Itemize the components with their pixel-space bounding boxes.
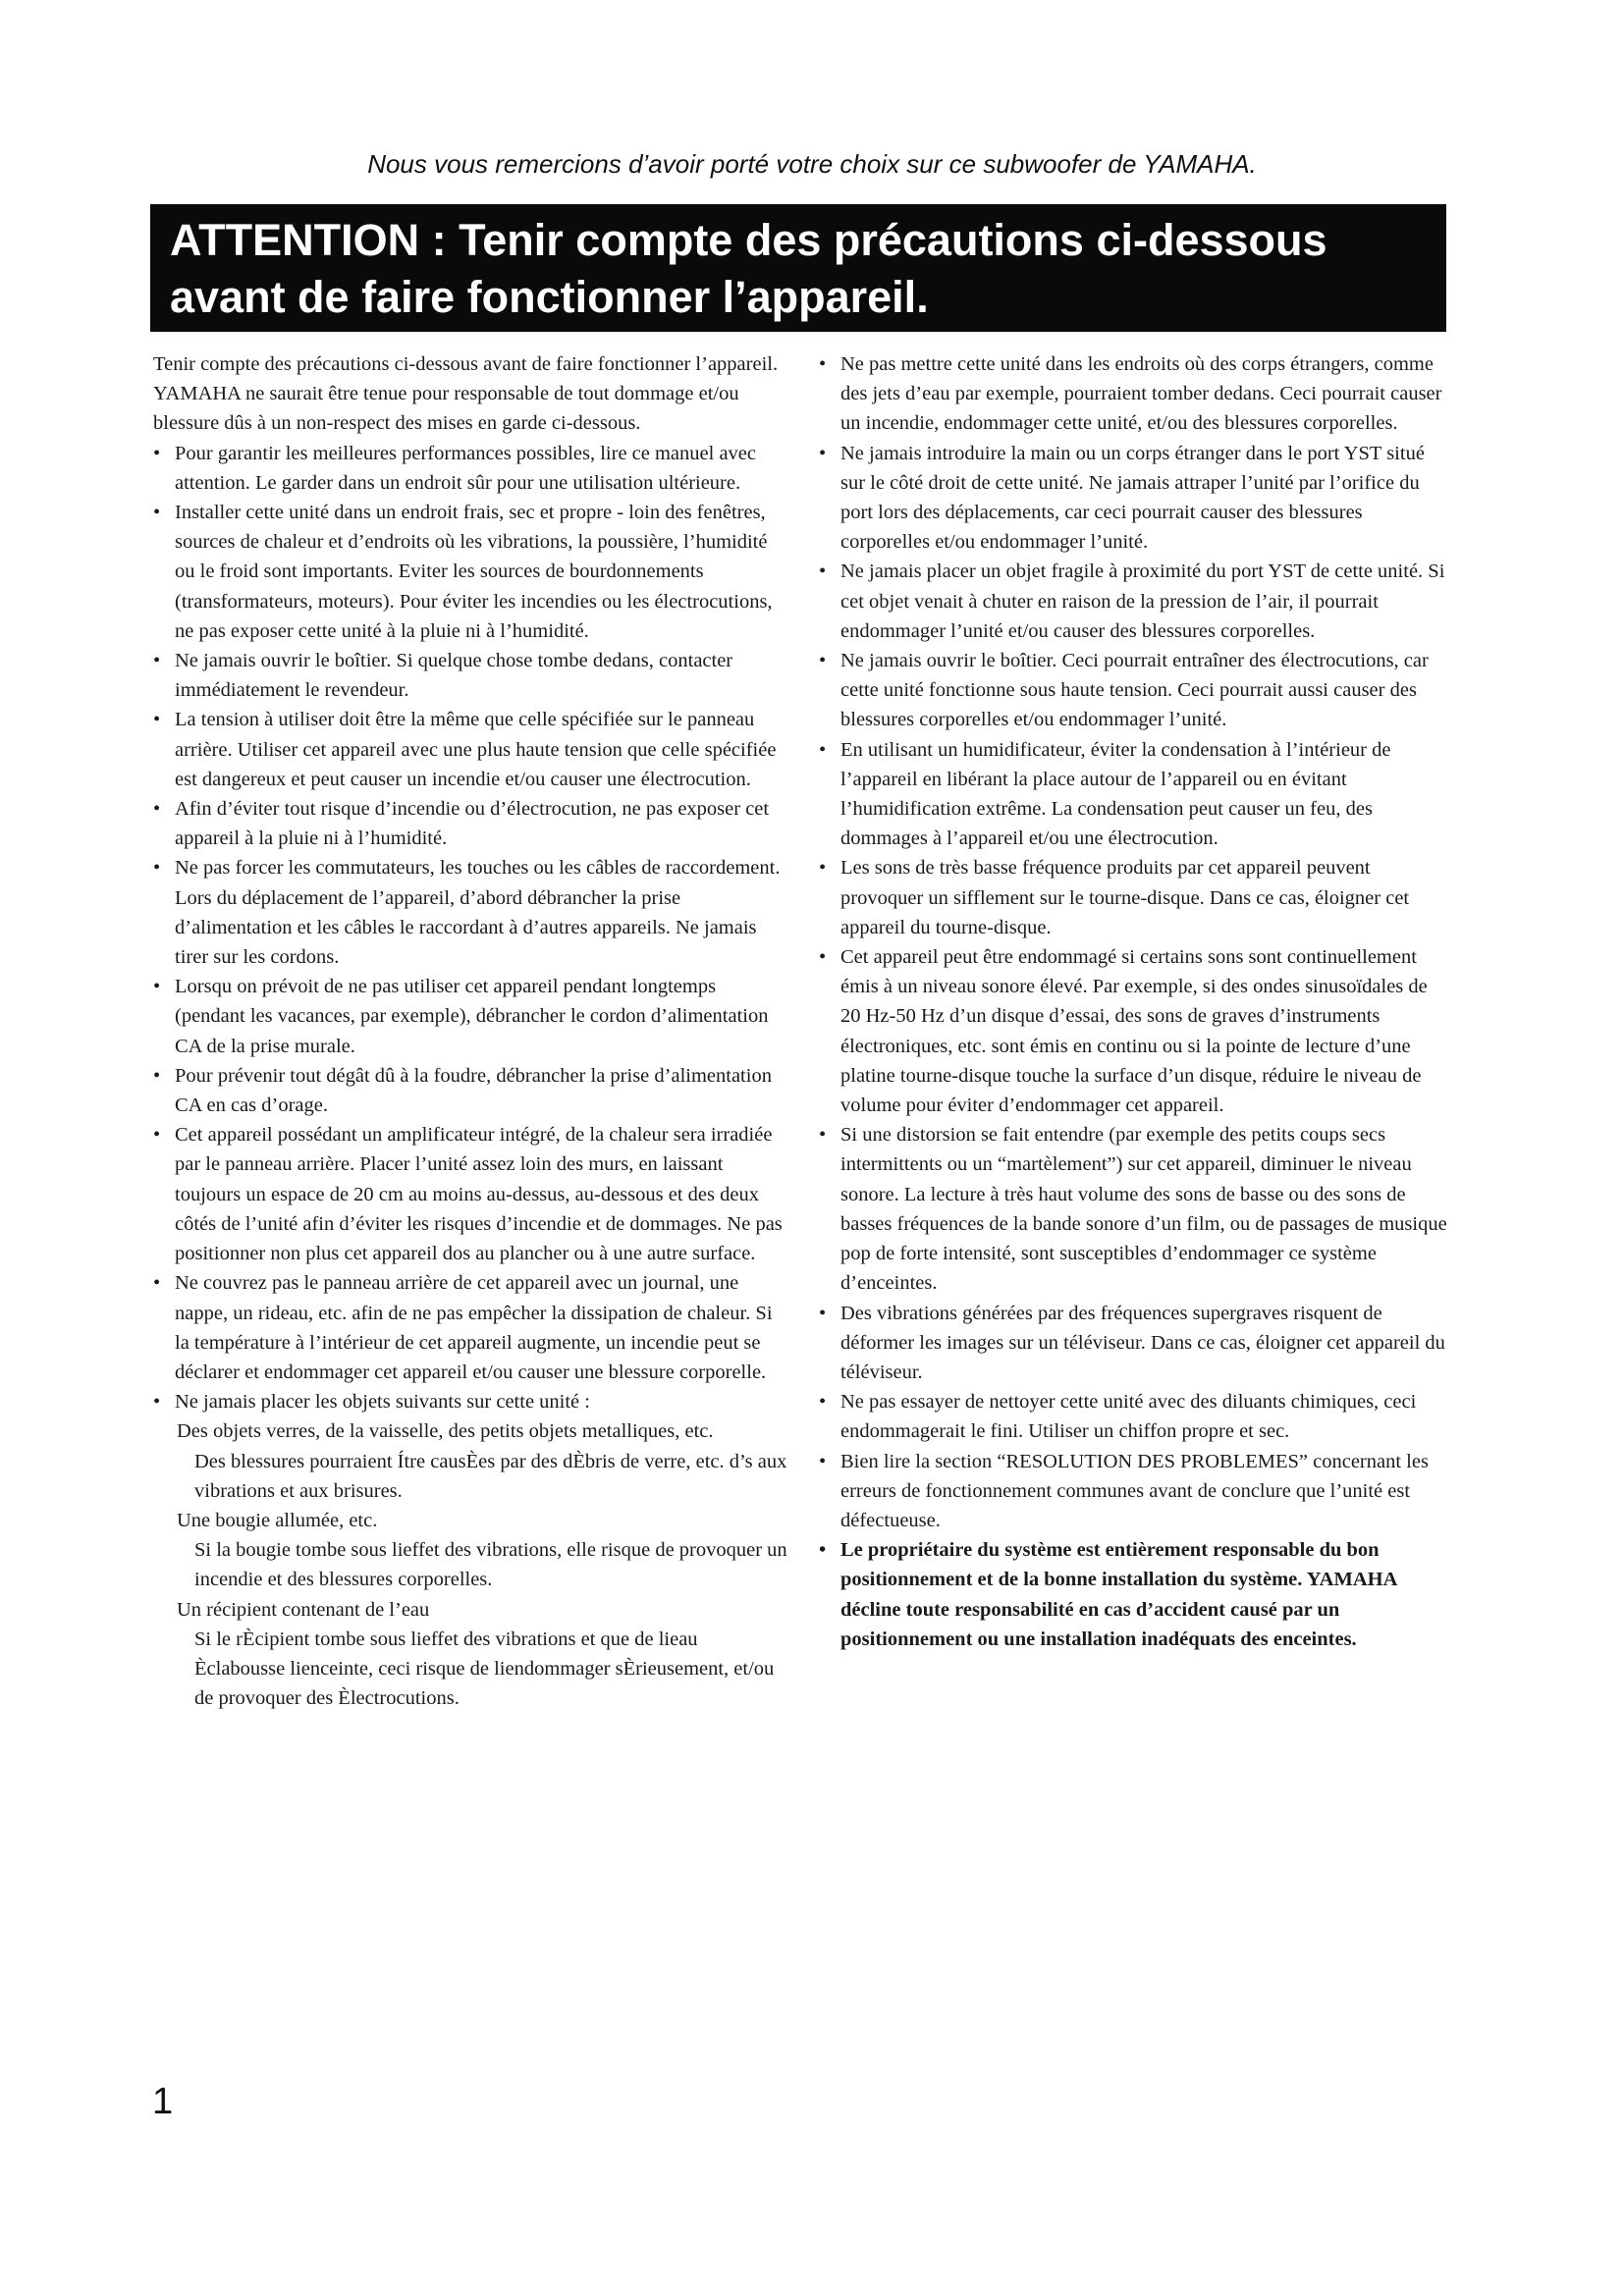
intro-line: Nous vous remercions d’avoir porté votre choix sur ce subwoofer de YAMAHA. — [367, 149, 1257, 179]
list-item: • Si une distorsion se fait entendre (par exemple des petits coups secs intermittents ou un “martèlement”) sur cet appareil, diminuer le niveau sonore. La lecture à très haut volume des sons de basse ou des sons de basses fréquences de la bande sonore d’un film, ou de passages de musique pop de forte intensité, sont susceptibles d’endommager ce système d’enceintes. — [819, 1124, 1447, 1295]
list-item: • Pour prévenir tout dégât dû à la foudre, débrancher la prise d’alimentation CA en cas d’orage. — [153, 1064, 772, 1117]
page-number: 1 — [152, 2081, 174, 2122]
list-item: • Ne pas forcer les commutateurs, les touches ou les câbles de raccordement. Lors du déplacement de l’appareil, d’abord débrancher la prise d’alimentation et les câbles le raccordant à d’autres appareils. Ne jamais tirer sur les cordons. — [153, 857, 781, 969]
list-item: • Ne jamais ouvrir le boîtier. Si quelque chose tombe dedans, contacter immédiatement le revendeur. — [153, 650, 733, 702]
banner-line-1: ATTENTION : Tenir compte des précautions ci-dessous — [170, 215, 1327, 265]
list-item: • Les sons de très basse fréquence produits par cet appareil peuvent provoquer un sifflement sur le tourne-disque. Dans ce cas, éloigner cet appareil du tourne-disque. — [819, 857, 1410, 938]
responsibility-notice: • Le propriétaire du système est entièrement responsable du bon positionnement et de la bonne installation du système. YAMAHA décline toute responsabilité en cas d’accident causé par un positionnement ou une installation inadéquats des enceintes. — [819, 1539, 1397, 1650]
object-detail: Des blessures pourraient Ítre causÈes par des dÈbris de verre, etc. d’s aux vibrations et aux brisures. — [194, 1450, 787, 1502]
banner-line-2: avant de faire fonctionner l’appareil. — [170, 272, 929, 322]
object-item: Des objets verres, de la vaisselle, des petits objets metalliques, etc. — [177, 1420, 714, 1443]
list-item: • Bien lire la section “RESOLUTION DES PROBLEMES” concernant les erreurs de fonctionnement communes avant de conclure que l’unité est défectueuse. — [819, 1450, 1429, 1531]
list-item: • Lorsqu on prévoit de ne pas utiliser cet appareil pendant longtemps (pendant les vacances, par exemple), débrancher le cordon d’alimentation CA de la prise murale. — [153, 976, 769, 1057]
list-item: • Ne jamais placer les objets suivants sur cette unité : — [153, 1391, 590, 1414]
intro-paragraph: Tenir compte des précautions ci-dessous avant de faire fonctionner l’appareil. YAMAHA ne saurait être tenue pour responsable de tout dommage et/ou blessure dûs à un non-respect des mises en garde ci-dessous. — [153, 353, 779, 435]
attention-banner — [150, 204, 1446, 332]
list-item: • Installer cette unité dans un endroit frais, sec et propre - loin des fenêtres, sources de chaleur et d’endroits où les vibrations, la poussière, l’humidité ou le froid sont importants. Eviter les sources de bourdonnements (transformateurs, moteurs). Pour éviter les incendies ou les électrocutions, ne pas exposer cette unité à la pluie ni à l’humidité. — [153, 502, 773, 642]
object-detail: Si le rÈcipient tombe sous lieffet des vibrations et que de lieau Èclabousse lienceinte, ceci risque de liendommager sÈrieusement, et/ou de provoquer des Èlectrocutions. — [194, 1628, 775, 1710]
list-item: • Des vibrations générées par des fréquences supergraves risquent de déformer les images sur un téléviseur. Dans ce cas, éloigner cet appareil du téléviseur. — [819, 1302, 1445, 1383]
list-item: • La tension à utiliser doit être la même que celle spécifiée sur le panneau arrière. Utiliser cet appareil avec une plus haute tension que celle spécifiée est dangereux et peut causer un incendie et/ou causer une électrocution. — [153, 709, 777, 790]
right-column — [819, 349, 1451, 1654]
object-item: Une bougie allumée, etc. — [177, 1509, 378, 1531]
list-item: • Pour garantir les meilleures performances possibles, lire ce manuel avec attention. Le garder dans un endroit sûr pour une utilisation ultérieure. — [153, 442, 756, 494]
list-item: • Ne jamais ouvrir le boîtier. Ceci pourrait entraîner des électrocutions, car cette unité fonctionne sous haute tension. Ceci pourrait aussi causer des blessures corporelles et/ou endommager l’unité. — [819, 650, 1429, 731]
list-item: • Afin d’éviter tout risque d’incendie ou d’électrocution, ne pas exposer cet appareil à la pluie ni à l’humidité. — [153, 798, 770, 850]
list-item: • Ne jamais introduire la main ou un corps étranger dans le port YST situé sur le côté droit de cette unité. Ne jamais attraper l’unité par l’orifice du port lors des déplacements, car ceci pourrait causer des blessures corporelles et/ou endommager l’unité. — [819, 442, 1425, 554]
list-item: • Cet appareil possédant un amplificateur intégré, de la chaleur sera irradiée par le panneau arrière. Placer l’unité assez loin des murs, en laissant toujours un espace de 20 cm au moins au-dessus, au-dessous et des deux côtés de l’unité afin d’éviter les risques d’incendie et de dommages. Ne pas positionner non plus cet appareil dos au plancher ou à une autre surface. — [153, 1124, 783, 1265]
list-item: • Cet appareil peut être endommagé si certains sons sont continuellement émis à un niveau sonore élevé. Par exemple, si des ondes sinusoïdales de 20 Hz-50 Hz d’un disque d’essai, des sons de graves d’instruments électroniques, etc. sont émis en continu ou si la pointe de lecture d’une platine tourne-disque touche la surface d’un disque, réduire le niveau de volume pour éviter d’endommager cet appareil. — [819, 946, 1428, 1117]
list-item: • Ne couvrez pas le panneau arrière de cet appareil avec un journal, une nappe, un rideau, etc. afin de ne pas empêcher la dissipation de chaleur. Si la température à l’intérieur de cet appareil augmente, un incendie peut se déclarer et endommager cet appareil et/ou causer une blessure corporelle. — [153, 1272, 773, 1383]
object-item: Un récipient contenant de l’eau — [177, 1598, 430, 1621]
list-item: • Ne jamais placer un objet fragile à proximité du port YST de cette unité. Si cet objet venait à chuter en raison de la pression de l’air, il pourrait endommager l’unité et/ou causer des blessures corporelles. — [819, 561, 1445, 642]
object-detail: Si la bougie tombe sous lieffet des vibrations, elle risque de provoquer un incendie et des blessures corporelles. — [194, 1539, 787, 1591]
list-item: • Ne pas mettre cette unité dans les endroits où des corps étrangers, comme des jets d’eau par exemple, pourraient tomber dedans. Ceci pourrait causer un incendie, endommager cette unité, et/ou des blessures corporelles. — [819, 353, 1442, 435]
list-item: • Ne pas essayer de nettoyer cette unité avec des diluants chimiques, ceci endommagerait le fini. Utiliser un chiffon propre et sec. — [819, 1391, 1417, 1443]
left-column — [153, 349, 787, 1713]
list-item: • En utilisant un humidificateur, éviter la condensation à l’intérieur de l’appareil en libérant la place autour de l’appareil ou en évitant l’humidification extrême. La condensation peut causer un feu, des dommages à l’appareil et/ou une électrocution. — [819, 738, 1391, 850]
